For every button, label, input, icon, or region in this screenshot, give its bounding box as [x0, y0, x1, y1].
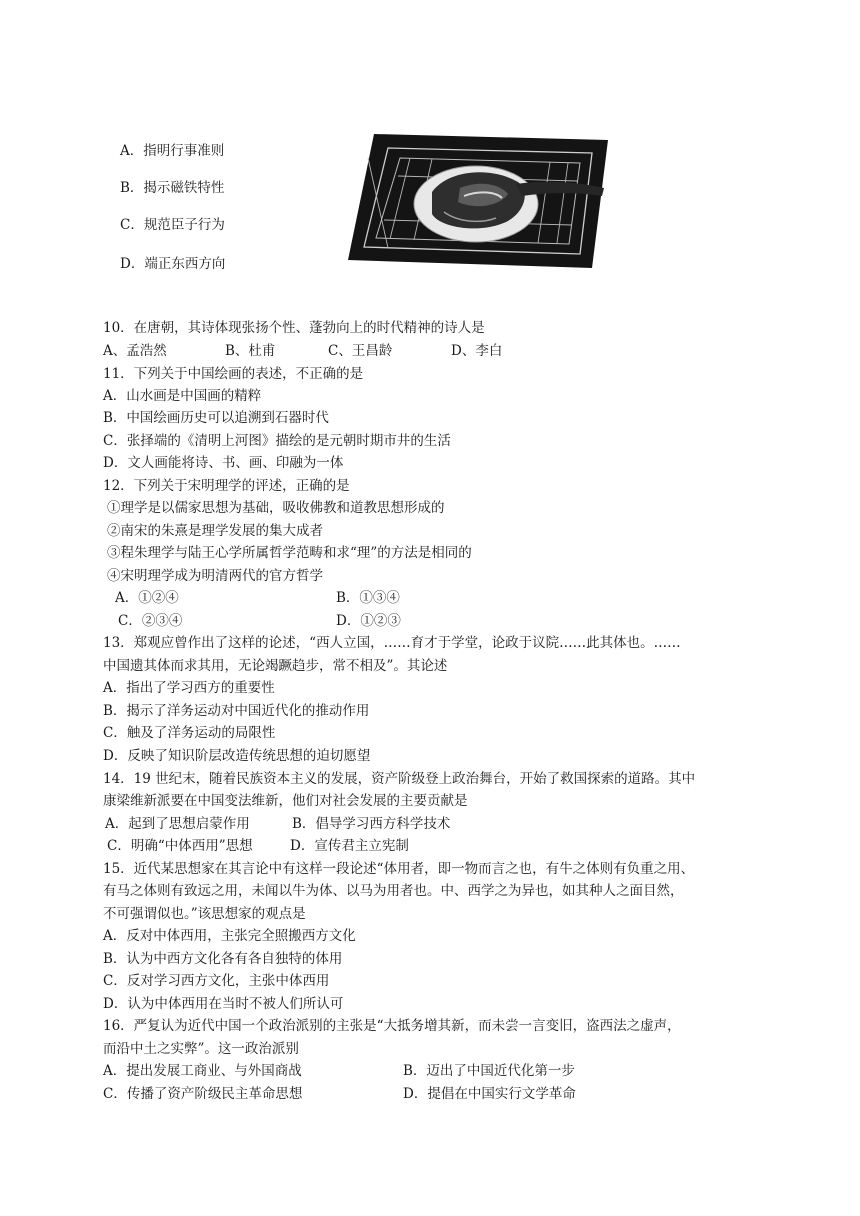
- q15-option-a: A．反对中体西用，主张完全照搬西方文化: [103, 928, 356, 944]
- q15-option-c: C．反对学习西方文化，主张中体西用: [103, 973, 330, 989]
- q15-option-b: B．认为中西方文化各有各自独特的体用: [103, 951, 343, 967]
- q11-option-c: C．张择端的《清明上河图》描绘的是元朝时期市井的生活: [103, 433, 451, 449]
- q9-option-b: B．揭示磁铁特性: [120, 180, 225, 196]
- q13-option-a: A．指出了学习西方的重要性: [103, 680, 275, 696]
- q10-option-d: D、李白: [451, 343, 503, 359]
- q16-stem-line-2: 而沿中土之实弊”。这一政治派别: [103, 1041, 299, 1057]
- q12-option-c: C．②③④: [118, 613, 183, 629]
- q16-stem-line-1: 16．严复认为近代中国一个政治派别的主张是“大抵务增其新，而未尝一言变旧，盗西法之虚声，: [103, 1018, 681, 1034]
- q10-option-a: A、孟浩然: [103, 343, 167, 359]
- q14-option-b: B．倡导学习西方科学技术: [292, 816, 451, 832]
- q12-stem: 12．下列关于宋明理学的评述，正确的是: [103, 478, 350, 494]
- q11-option-d: D．文人画能将诗、书、画、印融为一体: [103, 455, 344, 471]
- q14-option-a: A．起到了思想启蒙作用: [105, 816, 250, 832]
- q11-option-b: B．中国绘画历史可以追溯到石器时代: [103, 410, 329, 426]
- q12-statement-3: ③程朱理学与陆王心学所属哲学范畴和求“理”的方法是相同的: [107, 545, 472, 561]
- q10-option-b: B、杜甫: [225, 343, 276, 359]
- q13-stem-line-2: 中国遗其体而求其用，无论竭蹶趋步，常不相及”。其论述: [103, 658, 448, 674]
- q10-stem: 10．在唐朝，其诗体现张扬个性、蓬勃向上的时代精神的诗人是: [103, 320, 485, 336]
- q16-option-a: A．提出发展工商业、与外国商战: [103, 1063, 302, 1079]
- q12-option-d: D．①②③: [336, 613, 401, 629]
- q13-option-b: B．揭示了洋务运动对中国近代化的推动作用: [103, 703, 370, 719]
- sinan-compass-image: [340, 128, 612, 274]
- q16-option-c: C．传播了资产阶级民主革命思想: [103, 1086, 303, 1102]
- q14-option-c: C．明确“中体西用”思想: [107, 838, 253, 854]
- q13-stem-line-1: 13．郑观应曾作出了这样的论述，“西人立国，……育才于学堂，论政于议院……此其体也。……: [103, 635, 681, 651]
- q13-option-d: D．反映了知识阶层改造传统思想的迫切愿望: [103, 748, 371, 764]
- q9-option-d: D．端正东西方向: [120, 256, 226, 272]
- q13-option-c: C．触及了洋务运动的局限性: [103, 725, 276, 741]
- q16-option-b: B．迈出了中国近代化第一步: [403, 1063, 575, 1079]
- q12-statement-4: ④宋明理学成为明清两代的官方哲学: [107, 568, 323, 584]
- q10-option-c: C、王昌龄: [328, 343, 393, 359]
- q16-option-d: D．提倡在中国实行文学革命: [403, 1086, 576, 1102]
- q15-stem-line-1: 15．近代某思想家在其言论中有这样一段论述“体用者，即一物而言之也，有牛之体则有负重之用、: [103, 861, 695, 877]
- q11-stem: 11．下列关于中国绘画的表述，不正确的是: [103, 366, 364, 382]
- q9-option-c: C．规范臣子行为: [120, 217, 225, 233]
- q15-stem-line-2: 有马之体则有致远之用，未闻以牛为体、以马为用者也。中、西学之为异也，如其种人之面目然，: [103, 883, 684, 899]
- q12-option-a: A．①②④: [115, 590, 179, 606]
- q12-statement-1: ①理学是以儒家思想为基础，吸收佛教和道教思想形成的: [107, 500, 445, 516]
- q9-option-a: A．指明行事准则: [120, 143, 225, 159]
- q15-option-d: D．认为中体西用在当时不被人们所认可: [103, 996, 344, 1012]
- q12-option-b: B．①③④: [336, 590, 400, 606]
- q14-stem-line-2: 康梁维新派要在中国变法维新，他们对社会发展的主要贡献是: [103, 793, 468, 809]
- q12-statement-2: ②南宋的朱熹是理学发展的集大成者: [107, 523, 323, 539]
- q14-stem-line-1: 14．19 世纪末，随着民族资本主义的发展，资产阶级登上政治舞台，开始了救国探索的道路。其中: [103, 771, 696, 787]
- q14-option-d: D．宣传君主立宪制: [290, 838, 409, 854]
- q15-stem-line-3: 不可强谓似也。”该思想家的观点是: [103, 906, 306, 922]
- q11-option-a: A．山水画是中国画的精粹: [103, 388, 262, 404]
